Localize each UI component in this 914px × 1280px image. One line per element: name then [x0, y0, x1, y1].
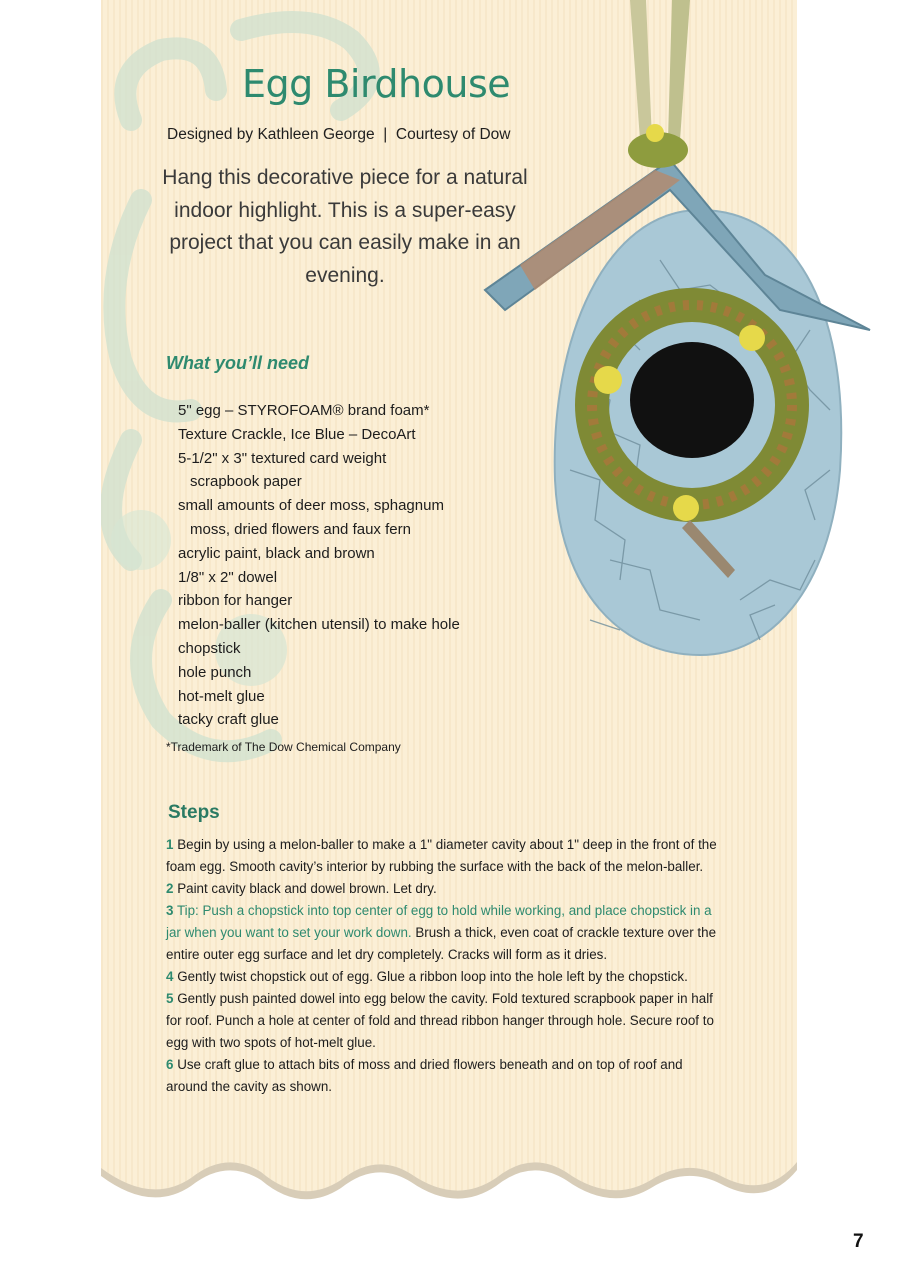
- materials-heading: What you’ll need: [166, 353, 310, 373]
- material-item: hole punch: [178, 663, 252, 681]
- egg-birdhouse-photo: [410, 0, 890, 680]
- birdhouse-hole: [630, 342, 754, 458]
- material-item: scrapbook paper: [190, 473, 302, 491]
- material-item: 5" egg – STYROFOAM® brand foam*: [178, 402, 430, 419]
- step-number: 2: [166, 881, 174, 896]
- step: [166, 900, 726, 966]
- step-text: Paint cavity black and dowel brown. Let dry.: [177, 881, 437, 896]
- step-text: Begin by using a melon-baller to make a 1" diameter cavity about 1" deep in the front of the foam egg. Smooth cavity’s interior by rubbing the surface with the back of the melon-baller.: [166, 837, 717, 874]
- material-item: tacky craft glue: [178, 711, 279, 729]
- step-number: 6: [166, 1057, 174, 1072]
- step: [166, 878, 726, 900]
- ribbon-hanger: [630, 0, 652, 140]
- steps-list: [166, 834, 726, 1098]
- steps-heading: Steps: [168, 802, 220, 823]
- step-number: 4: [166, 969, 174, 984]
- material-item: 5-1/2" x 3" textured card weight: [178, 449, 387, 467]
- step-number: 5: [166, 991, 174, 1006]
- step: [166, 834, 726, 878]
- material-item: ribbon for hanger: [178, 592, 293, 610]
- step: [166, 966, 726, 988]
- project-title: Egg Birdhouse: [242, 62, 511, 106]
- flower-icon: [673, 495, 699, 521]
- page-number: 7: [853, 1231, 864, 1252]
- step-text: Use craft glue to attach bits of moss and dried flowers beneath and on top of roof and around the cavity as shown.: [166, 1057, 683, 1094]
- material-item: melon-baller (kitchen utensil) to make hole: [178, 616, 460, 634]
- step-number: 1: [166, 837, 174, 852]
- step-text: Gently twist chopstick out of egg. Glue a ribbon loop into the hole left by the chopstick.: [177, 969, 688, 984]
- material-item: moss, dried flowers and faux fern: [190, 520, 411, 538]
- step-number: 3: [166, 903, 174, 918]
- material-item: chopstick: [178, 639, 241, 657]
- designer-credit: Designed by Kathleen George | Courtesy of Dow: [167, 126, 511, 143]
- material-item: hot-melt glue: [178, 687, 265, 705]
- material-item: acrylic paint, black and brown: [178, 544, 375, 562]
- flower-icon: [594, 366, 622, 394]
- step: [166, 1054, 726, 1098]
- step: [166, 988, 726, 1054]
- step-text: Brush a thick, even coat of crackle texture over the entire outer egg surface and let dry completely. Cracks will form as it dries.: [166, 925, 717, 962]
- trademark-footnote: *Trademark of The Dow Chemical Company: [166, 740, 401, 754]
- material-item: Texture Crackle, Ice Blue – DecoArt: [178, 425, 416, 443]
- step-tip: Tip: Push a chopstick into top center of egg to hold while working, and place chopstick in a jar when you want to set your work down.: [166, 903, 712, 940]
- project-intro: Hang this decorative piece for a natural indoor highlight. This is a super-easy project that you can easily make in an evening.: [162, 166, 528, 287]
- step-text: Gently push painted dowel into egg below the cavity. Fold textured scrapbook paper in half for roof. Punch a hole at center of fold and thread ribbon hanger through hole. Secure roof to egg with two spots of hot-melt glue.: [166, 991, 714, 1050]
- flower-icon: [739, 325, 765, 351]
- material-item: 1/8" x 2" dowel: [178, 568, 278, 586]
- material-item: small amounts of deer moss, sphagnum: [178, 497, 444, 515]
